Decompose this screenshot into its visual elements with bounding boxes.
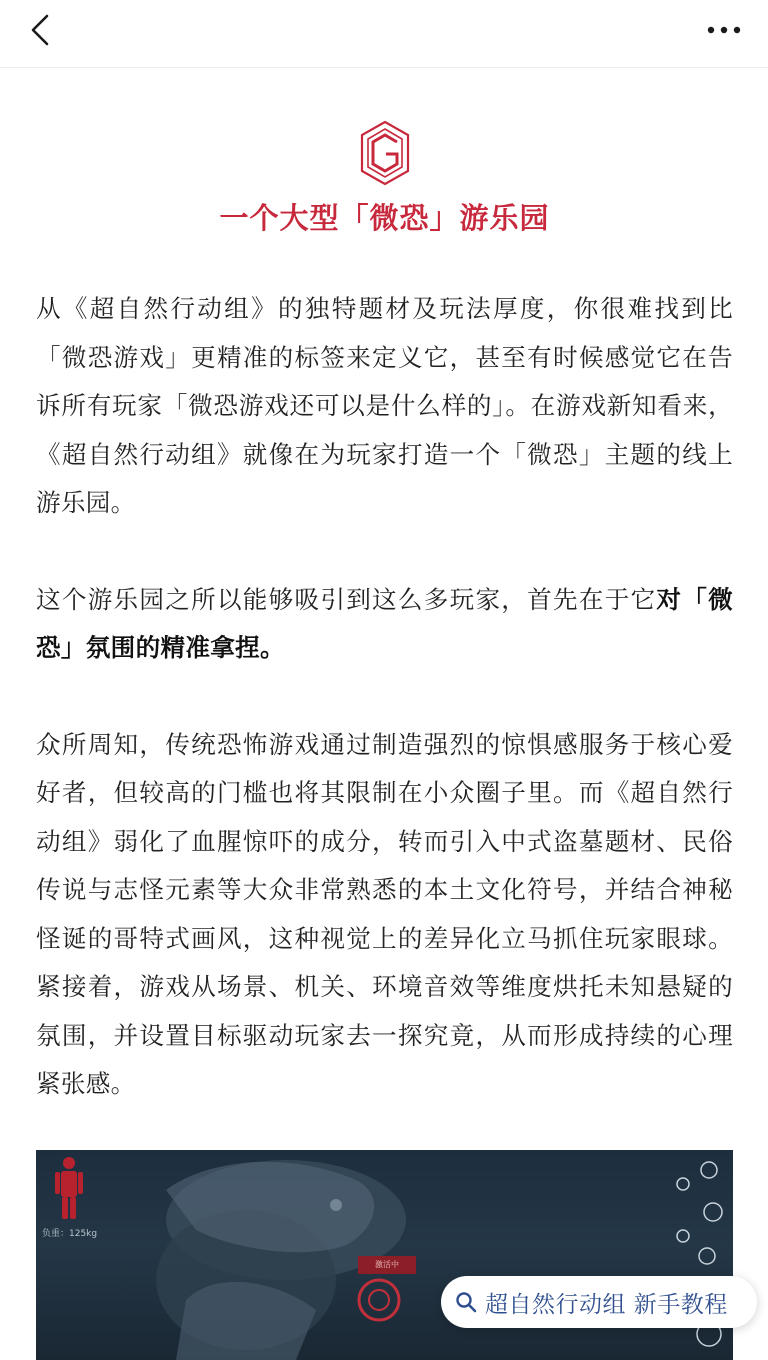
- section-title: 一个大型「微恐」游乐园: [219, 201, 550, 235]
- back-button[interactable]: [20, 10, 60, 50]
- creature-silhouette: [126, 1150, 456, 1360]
- paragraph-3: 众所周知，传统恐怖游戏通过制造强烈的惊惧感服务于核心爱好者，但较高的门槛也将其限制在小众圈子里。而《超自然行动组》弱化了血腥惊吓的成分，转而引入中式盗墓题材、民俗传说与志怪元素等大众非常熟悉的本土文化符号，并结合神秘怪诞的哥特式画风，这种视觉上的差异化立马抓住玩家眼球。紧接着，游戏从场景、机关、环境音效等维度烘托未知悬疑的氛围，并设置目标驱动玩家去一探究竟，从而形成持续的心理紧张感。: [36, 729, 733, 1098]
- paragraph-2-text: 这个游乐园之所以能够吸引到这么多玩家，首先在于它: [36, 584, 657, 614]
- more-button[interactable]: [702, 12, 746, 48]
- hud-icon-column: [613, 1150, 733, 1360]
- hud-weight-text: 负重：125kg: [42, 1229, 98, 1239]
- g-cube-logo-icon: [359, 120, 411, 186]
- more-horizontal-icon: [707, 26, 741, 34]
- body-figure-icon: [54, 1156, 84, 1220]
- search-icon: [455, 1291, 477, 1313]
- top-bar: [0, 0, 768, 68]
- chevron-left-icon: [29, 13, 51, 47]
- search-suggestion-label: 超自然行动组 新手教程: [485, 1291, 728, 1318]
- paragraph-2-bold: 对「微恐」氛围的精准拿捏。: [36, 584, 734, 662]
- paragraph-2: [36, 576, 733, 673]
- article-body: [36, 68, 733, 1109]
- game-screenshot: [36, 1150, 733, 1360]
- paragraph-1: 从《超自然行动组》的独特题材及玩法厚度，你很难找到比「微恐游戏」更精准的标签来定义它，甚至有时候感觉它在告诉所有玩家「微恐游戏还可以是什么样的」。在游戏新知看来，《超自然行动组》就像在为玩家打造一个「微恐」主题的线上游乐园。: [36, 294, 733, 517]
- section-logo: [36, 120, 733, 186]
- hud-red-tag: 激活中: [358, 1256, 416, 1274]
- search-suggestion-pill[interactable]: [441, 1276, 757, 1328]
